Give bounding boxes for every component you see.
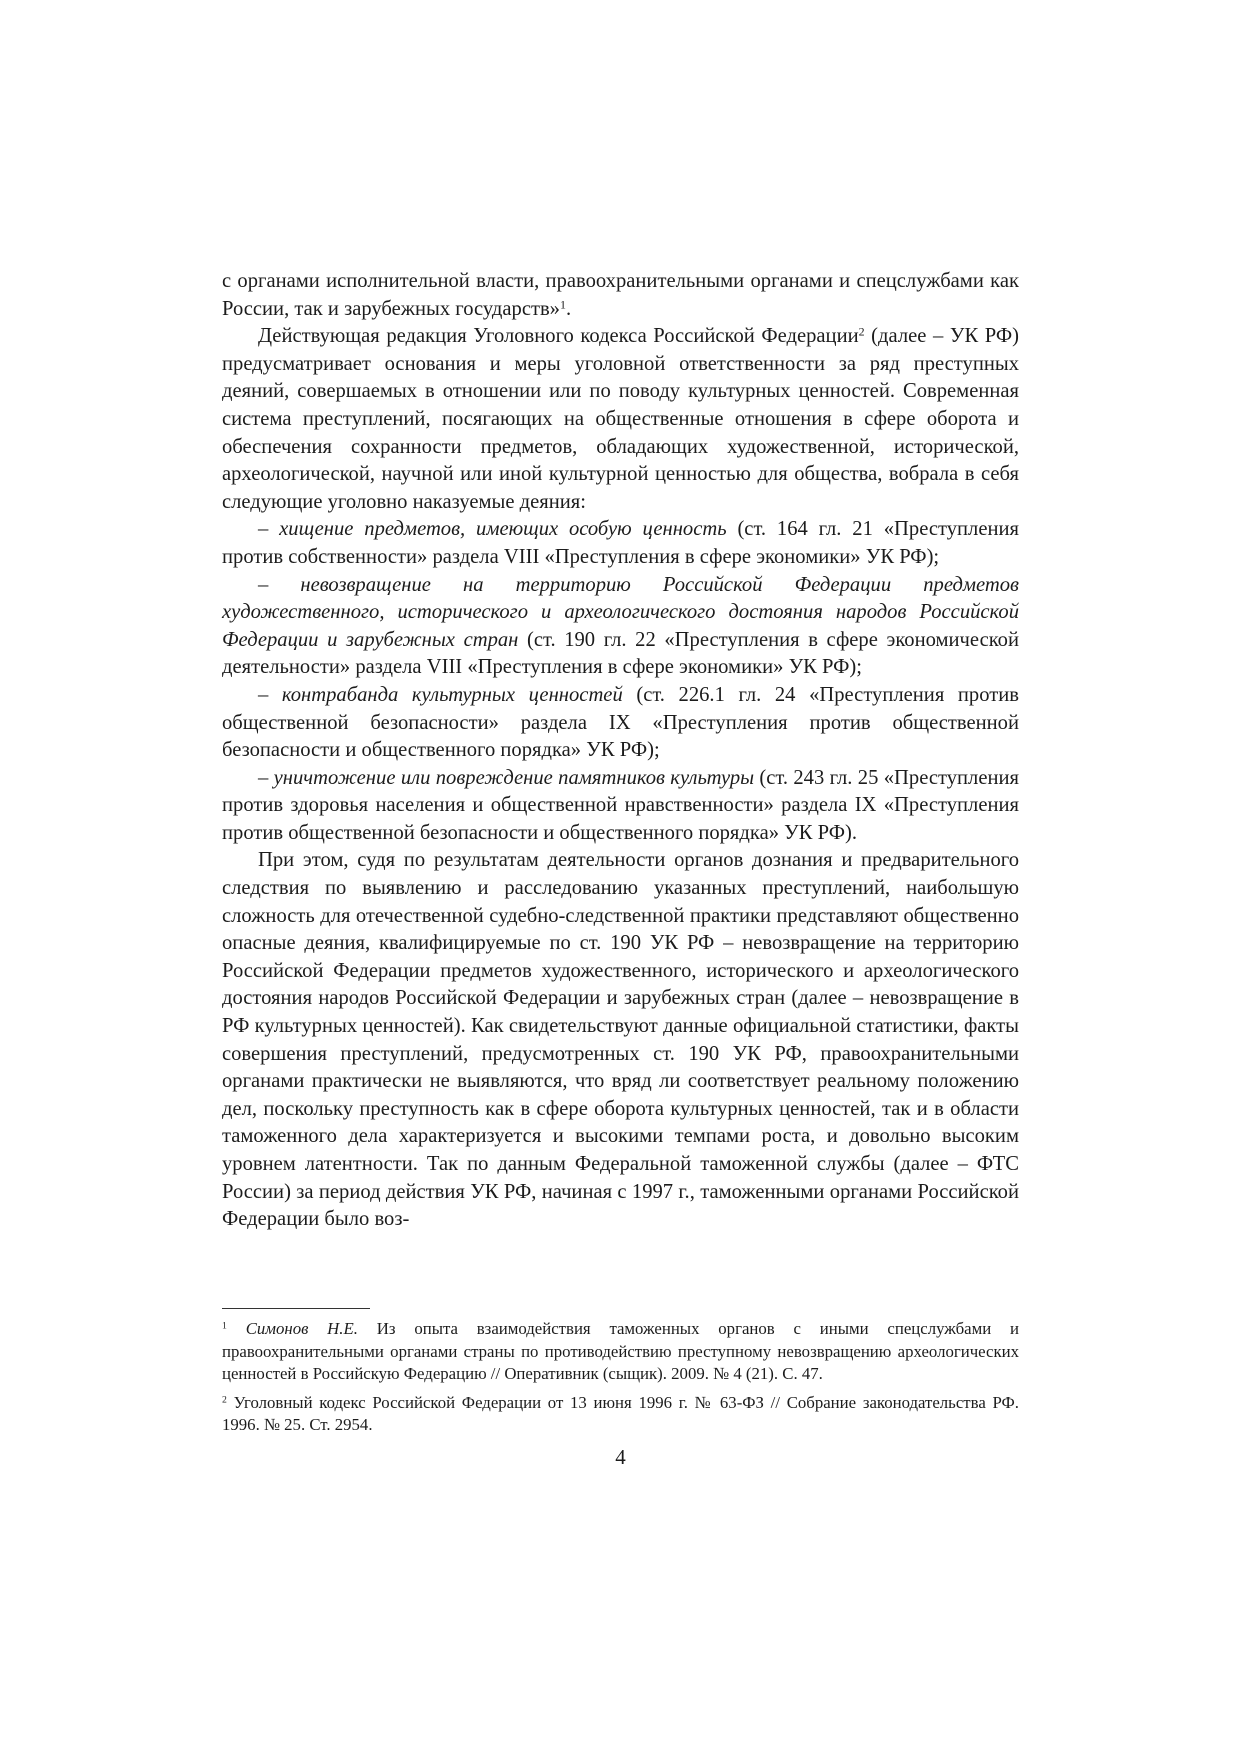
footnote-2: $^2$ Уголовный кодекс Российской Федерации от 13 июня 1996 г. № 63-ФЗ // Собрание законодательства РФ. 1996. № 25. Ст. 2954. <box>222 1392 1019 1435</box>
list-item-term: – невозвращение на территорию Российской Федерации предметов художественного, исторического и археологического достояния народов Российской Федерации и зарубежных стран <box>222 573 1019 651</box>
list-item: – контрабанда культурных ценностей (ст. 226.1 гл. 24 «Преступления против общественной безопасности» раздела IX «Преступления против общественной безопасности и общественного порядка» УК РФ); <box>222 683 1019 762</box>
list-item-term: – хищение предметов, имеющих особую ценность <box>258 518 727 541</box>
footnote-1: $^1$ Симонов Н.Е. Из опыта взаимодействия таможенных органов с иными спецслужбами и правоохранительными органами страны по противодействию преступному невозвращению археологических ценностей в Российскую Федерацию // Оперативник (сыщик). 2009. № 4 (21). С. 47. <box>222 1319 1020 1384</box>
list-item: – хищение предметов, имеющих особую ценность (ст. 164 гл. 21 «Преступления против собственности» раздела VIII «Преступления в сфере экономики» УК РФ); <box>222 518 1019 568</box>
paragraph-uk-rf: Действующая редакция Уголовного кодекса Российской Федерации$^2$ (далее – УК РФ) предусматривает основания и меры уголовной ответственности за ряд преступных деяний, совершаемых в отношении или по поводу культурных ценностей. Современная система преступлений, посягающих на общественные отношения в сфере оборота и обеспечения сохранности предметов, обладающих художественной, исторической, археологической, научной или иной культурной ценностью для общества, вобрала в себя следующие уголовно наказуемые деяния: <box>222 324 1019 513</box>
list-item: – невозвращение на территорию Российской Федерации предметов художественного, исторического и археологического достояния народов Российской Федерации и зарубежных стран (ст. 190 гл. 22 «Преступления в сфере экономической деятельности» раздела VIII «Преступления в сфере экономики» УК РФ); <box>222 573 1019 679</box>
footnote-ref-1[interactable]: 1 <box>559 297 566 312</box>
intro-paragraph: с органами исполнительной власти, правоохранительными органами и спецслужбами как России, так и зарубежных государств»$^1$. <box>222 270 1019 320</box>
list-item-term: – уничтожение или повреждение памятников культуры <box>258 766 755 789</box>
list-item: – уничтожение или повреждение памятников культуры (ст. 243 гл. 25 «Преступления против здоровья населения и общественной нравственности» раздела IX «Преступления против общественной безопасности и общественного порядка» УК РФ). <box>222 766 1019 844</box>
list-item-term: – контрабанда культурных ценностей <box>258 683 623 706</box>
paragraph-statistics: При этом, судя по результатам деятельности органов дознания и предварительного следствия по выявлению и расследованию указанных преступлений, наибольшую сложность для отечественной судебно-следственной практики представляют общественно опасные деяния, квалифицируемые по ст. 190 УК РФ – невозвращение на территорию Российской Федерации предметов художественного, исторического и археологического достояния народов Российской Федерации и зарубежных стран (далее – невозвращение в РФ культурных ценностей). Как свидетельствуют данные официальной статистики, факты совершения преступлений, предусмотренных ст. 190 УК РФ, правоохранительными органами практически не выявляются, что вряд ли соответствует реальному положению дел, поскольку преступность как в сфере оборота культурных ценностей, так и в области таможенного дела характеризуется и высокими темпами роста, и довольно высоким уровнем латентности. Так по данным Федеральной таможенной службы (далее – ФТС России) за период действия УК РФ, начиная с 1997 г., таможенными органами Российской Федерации было воз- <box>222 849 1019 1231</box>
main-text <box>222 268 1019 1234</box>
footnote-ref-2[interactable]: 2 <box>858 324 865 339</box>
footnote-author: Симонов Н.Е. <box>245 1319 358 1338</box>
footnote-divider <box>222 1308 370 1309</box>
footnotes <box>222 1318 1019 1443</box>
page-number: 4 <box>615 1445 626 1469</box>
